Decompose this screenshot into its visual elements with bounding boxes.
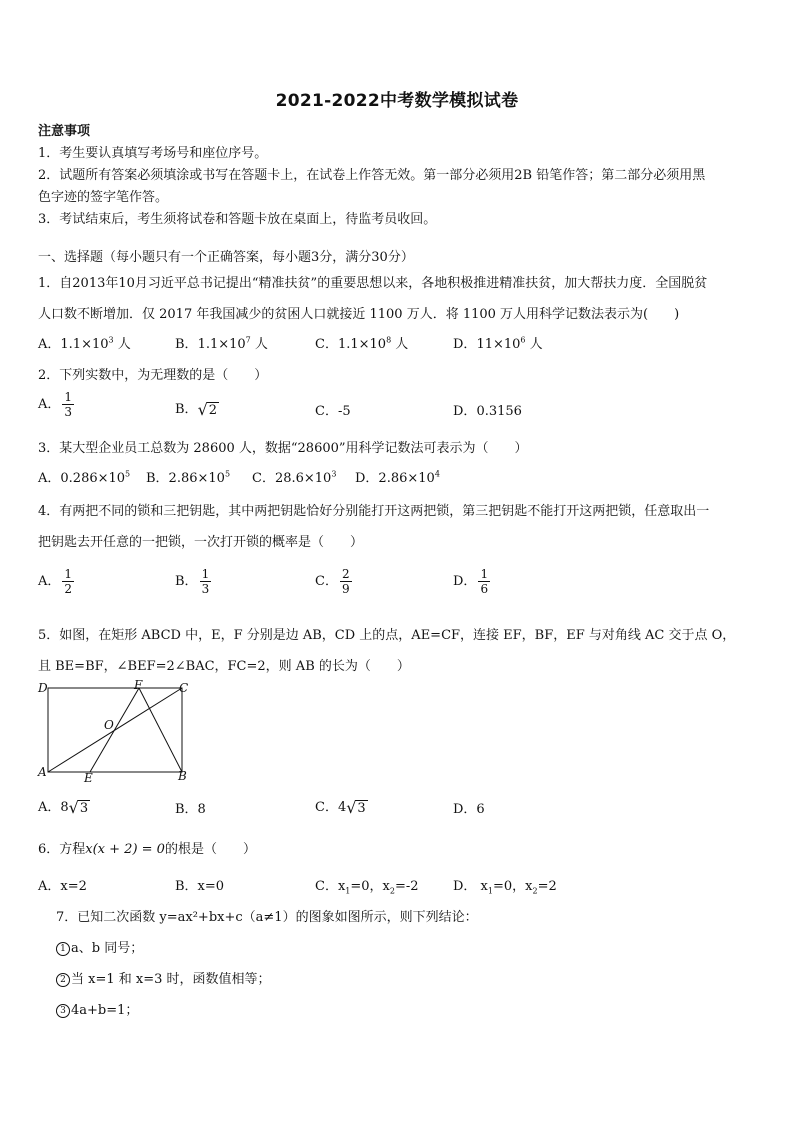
- q1-stem-line2: 人口数不断增加．仅 2017 年我国减少的贫困人口就接近 1100 万人．将 1100 万人用科学记数法表示为( ): [38, 307, 680, 322]
- q3-option-d[interactable]: D．$2.86\times 10^4$: [355, 469, 440, 486]
- circled-number: 2: [56, 973, 70, 987]
- q2-stem: 2．下列实数中，为无理数的是（ ）: [38, 368, 268, 383]
- segment-bf: [139, 688, 182, 772]
- q5-option-b[interactable]: B．8: [175, 802, 206, 817]
- q6-option-d[interactable]: D． $x_1=0$，$x_2=2$: [453, 879, 557, 896]
- q4-option-c[interactable]: C． $\frac{2}{9}$: [315, 567, 350, 596]
- fraction: $\frac{1}{2}$: [64, 567, 73, 596]
- notice-heading: 注意事项: [38, 124, 91, 139]
- label-c: C: [179, 681, 189, 695]
- q4-option-b[interactable]: B． $\frac{1}{3}$: [175, 567, 210, 596]
- fraction: $\frac{2}{9}$: [341, 567, 350, 596]
- notice-item: 2．试题所有答案必须填涂或书写在答题卡上，在试卷上作答无效。第一部分必须用2B 铅笔作答；第二部分必须用黑: [38, 168, 706, 183]
- circled-number: 3: [56, 1004, 70, 1018]
- q5-option-a[interactable]: A．8 √ 3: [38, 797, 89, 817]
- q7-item: 1 a、b 同号；: [56, 937, 143, 956]
- label-d: D: [38, 681, 48, 695]
- q3-option-b[interactable]: B．$2.86\times 10^5$: [146, 469, 231, 486]
- circled-number: 1: [56, 942, 70, 956]
- fraction: $\frac{1}{3}$: [201, 567, 210, 596]
- q7-stem: 7．已知二次函数 y=ax²+bx+c（a≠1）的图象如图所示，则下列结论：: [56, 910, 478, 925]
- rectangle-figure: [34, 678, 194, 784]
- q6-option-b[interactable]: B．x=0: [175, 879, 225, 894]
- label-e: E: [84, 771, 93, 784]
- q2-option-c[interactable]: C．-5: [315, 404, 351, 419]
- label-a: A: [38, 765, 47, 779]
- q4-option-d[interactable]: D． $\frac{1}{6}$: [453, 567, 489, 596]
- q5-option-d[interactable]: D．6: [453, 802, 485, 817]
- notice-item: 3．考试结束后，考生须将试卷和答题卡放在桌面上，待监考员收回。: [38, 212, 437, 227]
- q3-option-a[interactable]: A．$0.286\times 10^5$: [38, 469, 131, 486]
- q2-option-b[interactable]: B． √ 2: [175, 399, 218, 419]
- q1-option-c[interactable]: C．$1.1\times 10^8$ 人: [315, 335, 409, 352]
- label-o: O: [104, 718, 114, 732]
- sqrt-symbol: √ 2: [197, 399, 218, 419]
- q6-stem: 6．方程x(x + 2) = 0的根是（ ）: [38, 842, 256, 857]
- q2-option-d[interactable]: D．0.3156: [453, 404, 522, 419]
- q7-item: 2 当 x=1 和 x=3 时，函数值相等；: [56, 968, 271, 987]
- q1-stem-line1: 1．自2013年10月习近平总书记提出“精准扶贫”的重要思想以来，各地积极推进精准扶贫，加大帮扶力度．全国脱贫: [38, 276, 708, 291]
- q4-option-a[interactable]: A． $\frac{1}{2}$: [38, 567, 73, 596]
- equation: x(x + 2) = 0: [85, 842, 165, 857]
- label-b: B: [178, 769, 187, 783]
- page-title: 2021-2022中考数学模拟试卷: [275, 91, 519, 111]
- q1-option-a[interactable]: A．$1.1\times 10^3$ 人: [38, 335, 131, 352]
- fraction: $\frac{1}{3}$: [64, 390, 73, 419]
- q4-stem-line2: 把钥匙去开任意的一把锁，一次打开锁的概率是（ ）: [38, 535, 364, 550]
- sqrt-symbol: √ 3: [346, 797, 366, 817]
- q5-stem-line2: 且 BE=BF，∠BEF=2∠BAC，FC=2，则 AB 的长为（ ）: [38, 659, 410, 674]
- q2-option-a[interactable]: A． $\frac{1}{3}$: [38, 390, 73, 419]
- notice-item: 1．考生要认真填写考场号和座位序号。: [38, 146, 268, 161]
- q1-option-b[interactable]: B．$1.1\times 10^7$ 人: [175, 335, 268, 352]
- notice-item: 色字迹的签字笔作答。: [38, 190, 169, 205]
- q1-option-d[interactable]: D．$11\times 10^6$ 人: [453, 335, 543, 352]
- fraction: $\frac{1}{6}$: [480, 567, 489, 596]
- sqrt-symbol: √ 3: [68, 797, 89, 817]
- q6-option-a[interactable]: A．x=2: [38, 879, 87, 894]
- q4-stem-line1: 4．有两把不同的锁和三把钥匙，其中两把钥匙恰好分别能打开这两把锁，第三把钥匙不能打开这两把锁，任意取出一: [38, 504, 710, 519]
- section-heading: 一、选择题（每小题只有一个正确答案，每小题3分，满分30分）: [38, 250, 414, 265]
- q7-item: 3 4a+b=1；: [56, 999, 138, 1018]
- q6-option-c[interactable]: C．$x_1=0$，$x_2=-2$: [315, 879, 419, 896]
- q5-option-c[interactable]: C．4 √ 3: [315, 797, 366, 817]
- q3-option-c[interactable]: C．$28.6\times 10^3$: [252, 469, 337, 486]
- q5-stem-line1: 5．如图，在矩形 ABCD 中，E，F 分别是边 AB，CD 上的点，AE=CF，连接 EF，BF，EF 与对角线 AC 交于点 O，: [38, 628, 736, 643]
- q3-stem: 3．某大型企业员工总数为 28600 人，数据“28600”用科学记数法可表示为（ ）: [38, 441, 528, 456]
- segment-ef: [90, 688, 139, 772]
- label-f: F: [134, 678, 143, 692]
